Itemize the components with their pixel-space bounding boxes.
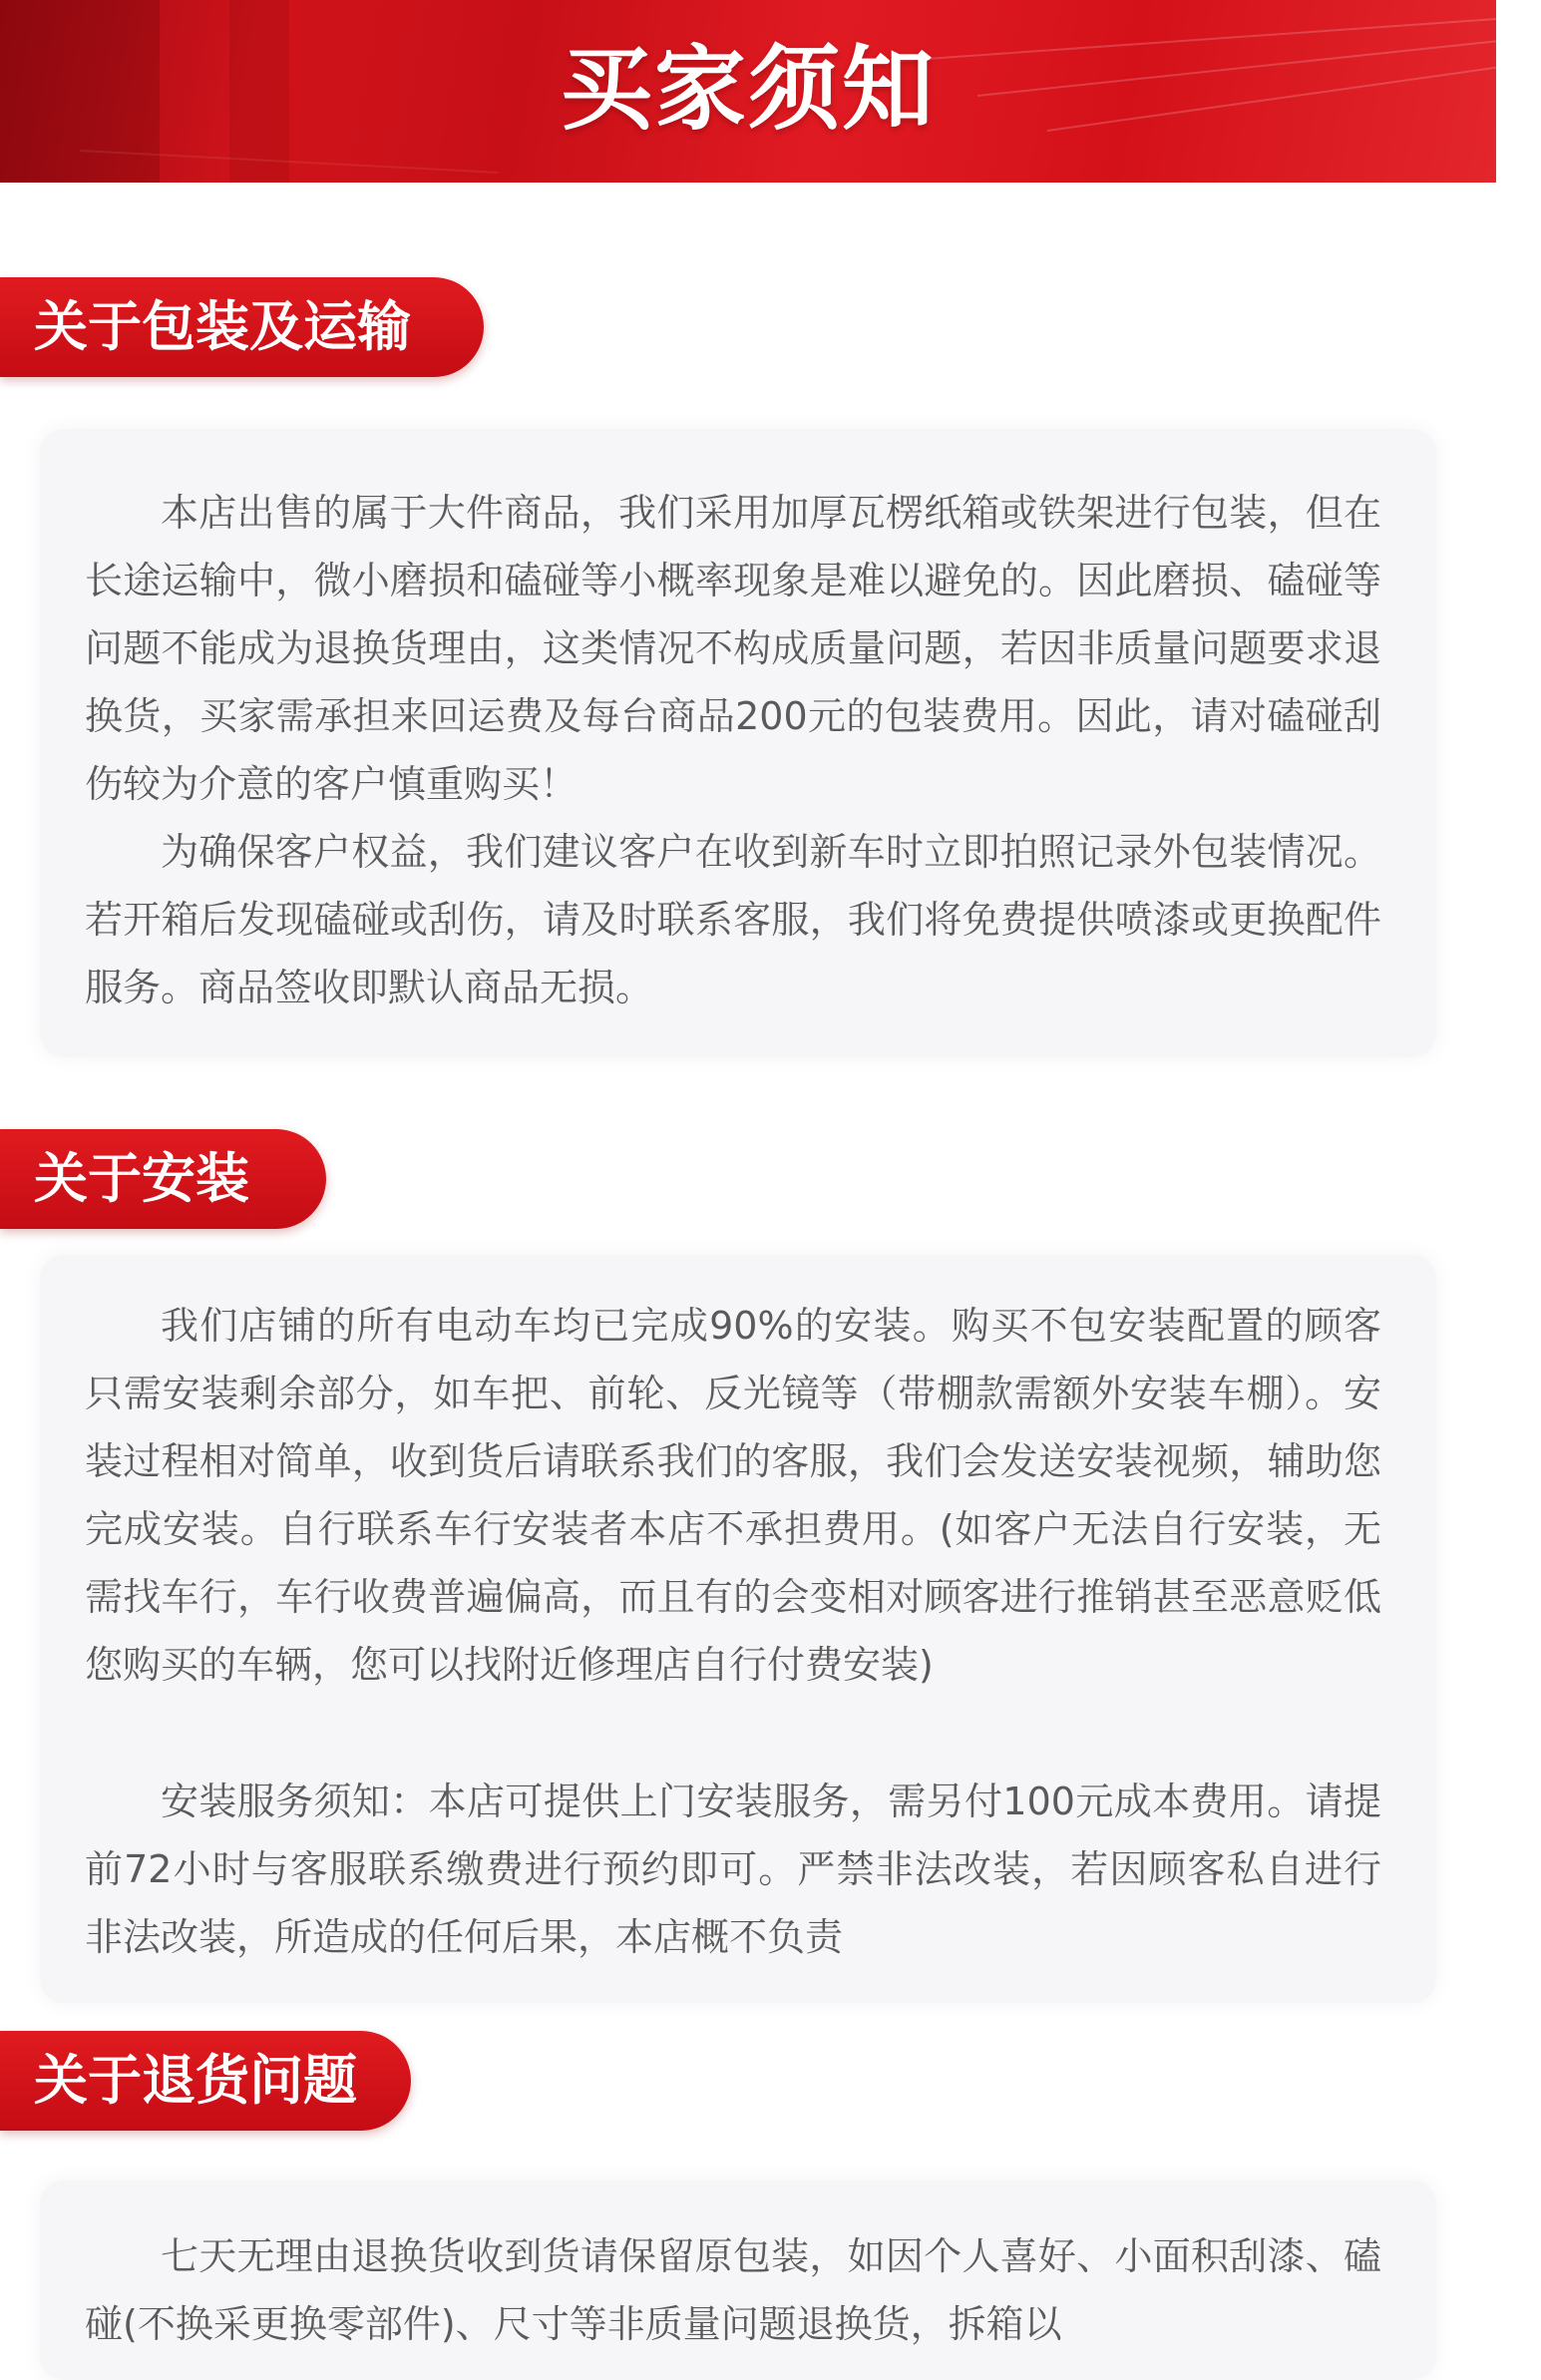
page-title: 买家须知 bbox=[560, 36, 936, 143]
section-tab-packaging bbox=[0, 277, 484, 377]
paragraph: 安装服务须知：本店可提供上门安装服务，需另付100元成本费用。请提前72小时与客服联系缴费进行预约即可。严禁非法改装，若因顾客私自进行非法改装，所造成的任何后果，本店概不负责 bbox=[85, 1780, 1381, 1959]
section-tab-installation bbox=[0, 1129, 326, 1229]
paragraph: 我们店铺的所有电动车均已完成90%的安装。购买不包安装配置的顾客只需安装剩余部分，如车把、前轮、反光镜等（带棚款需额外安装车棚）。安装过程相对简单，收到货后请联系我们的客服，我们会发送安装视频，辅助您完成安装。自行联系车行安装者本店不承担费用。(如客户无法自行安装，无需找车行，车行收费普遍偏高，而且有的会变相对顾客进行推销甚至恶意贬低您购买的车辆，您可以找附近修理店自行付费安装) bbox=[85, 1304, 1381, 1687]
section-tab-label: 关于包装及运输 bbox=[34, 295, 411, 358]
section-tab-returns bbox=[0, 2031, 411, 2131]
section-tab-label: 关于安装 bbox=[34, 1147, 249, 1210]
paragraph: 七天无理由退换货收到货请保留原包装，如因个人喜好、小面积刮漆、磕碰(不换采更换零部件)、尺寸等非质量问题退换货，拆箱以 bbox=[85, 2234, 1381, 2346]
paragraph: 为确保客户权益，我们建议客户在收到新车时立即拍照记录外包装情况。若开箱后发现磕碰或刮伤，请及时联系客服，我们将免费提供喷漆或更换配件服务。商品签收即默认商品无损。 bbox=[85, 830, 1381, 1009]
header-banner bbox=[0, 0, 1496, 183]
section-tab-label: 关于退货问题 bbox=[34, 2049, 357, 2112]
paragraph: 本店出售的属于大件商品，我们采用加厚瓦楞纸箱或铁架进行包装，但在长途运输中，微小磨损和磕碰等小概率现象是难以避免的。因此磨损、磕碰等问题不能成为退换货理由，这类情况不构成质量问题，若因非质量问题要求退换货，买家需承担来回运费及每台商品200元的包装费用。因此，请对磕碰刮伤较为介意的客户慎重购买！ bbox=[85, 491, 1381, 806]
